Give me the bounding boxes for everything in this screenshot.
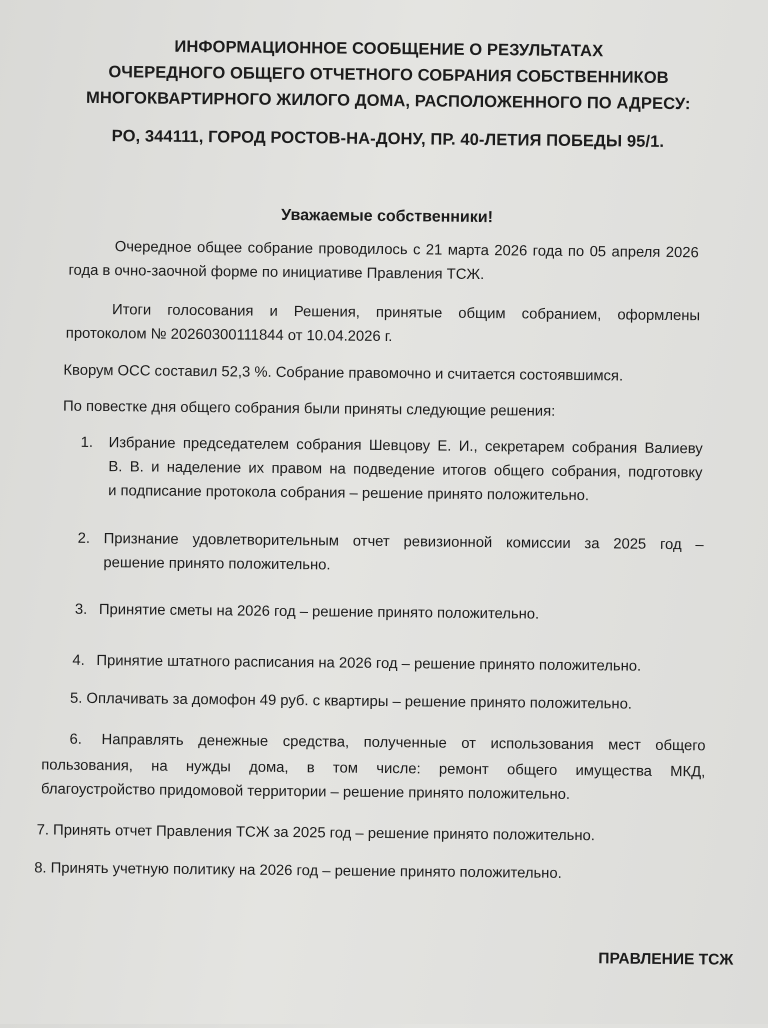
decision-2-line2: решение принято положительно.	[103, 555, 331, 574]
decision-1-line2: В. В. и наделение их правом на подведение итогов общего собрания, подготовку	[108, 459, 703, 482]
decision-6-line3: благоустройство придомовой территории – решение принято положительно.	[40, 781, 571, 803]
decision-2-number: 2.	[77, 530, 91, 547]
decision-1-number: 1.	[80, 434, 94, 451]
greeting: Уважаемые собственники!	[281, 206, 494, 227]
decision-6-line2: пользования, на нужды дома, в том числе: ремонт общего имущества МКД,	[41, 757, 706, 781]
signature: ПРАВЛЕНИЕ ТСЖ	[598, 950, 734, 969]
title-line-1: ИНФОРМАЦИОННОЕ СООБЩЕНИЕ О РЕЗУЛЬТАТАХ	[174, 37, 604, 61]
agenda-line: По повестке дня общего собрания были приняты следующие решения:	[63, 398, 556, 420]
address-line: РО, 344111, ГОРОД РОСТОВ-НА-ДОНУ, ПР. 40-ЛЕТИЯ ПОБЕДЫ 95/1.	[111, 127, 665, 151]
quorum-line: Кворум ОСС составил 52,3 %. Собрание правомочно и считается состоявшимся.	[63, 362, 624, 385]
decision-7-text: 7. Принять отчет Правления ТСЖ за 2025 год – решение принято положительно.	[36, 822, 595, 845]
intro-p2-line1: Итоги голосования и Решения, принятые общим собранием, оформлены	[112, 302, 701, 325]
decision-3-number: 3.	[74, 601, 88, 618]
decision-4-text: Принятие штатного расписания на 2026 год – решение принято положительно.	[96, 652, 642, 675]
decision-1-line1: Избрание председателем собрания Шевцову Е. И., секретарем собрания Валиеву	[108, 435, 703, 458]
title-line-2: ОЧЕРЕДНОГО ОБЩЕГО ОТЧЕТНОГО СОБРАНИЯ СОБСТВЕННИКОВ	[108, 63, 669, 87]
decision-5-text: 5. Оплачивать за домофон 49 руб. с квартиры – решение принято положительно.	[69, 690, 633, 713]
decision-6-number: 6.	[69, 731, 83, 748]
intro-p2-line2: протоколом № 20260300111844 от 10.04.2026 г.	[65, 325, 393, 346]
decision-8-text: 8. Принять учетную политику на 2026 год – решение принято положительно.	[34, 860, 562, 882]
title-line-3: МНОГОКВАРТИРНОГО ЖИЛОГО ДОМА, РАСПОЛОЖЕННОГО ПО АДРЕСУ:	[85, 88, 691, 114]
intro-p1-line2: года в очно-заочной форме по инициативе Правления ТСЖ.	[68, 262, 485, 284]
decision-1-line3: и подписание протокола собрания – решение принято положительно.	[108, 483, 590, 505]
decision-6-line1: Направлять денежные средства, полученные от использования мест общего	[101, 732, 706, 755]
decision-4-number: 4.	[72, 652, 85, 669]
intro-p1-line1: Очередное общее собрание проводилось с 21 марта 2026 года по 05 апреля 2026	[114, 239, 699, 262]
decision-3-text: Принятие сметы на 2026 год – решение принято положительно.	[98, 602, 540, 623]
decision-2-line1: Признание удовлетворительным отчет ревизионной комиссии за 2025 год –	[103, 531, 704, 554]
